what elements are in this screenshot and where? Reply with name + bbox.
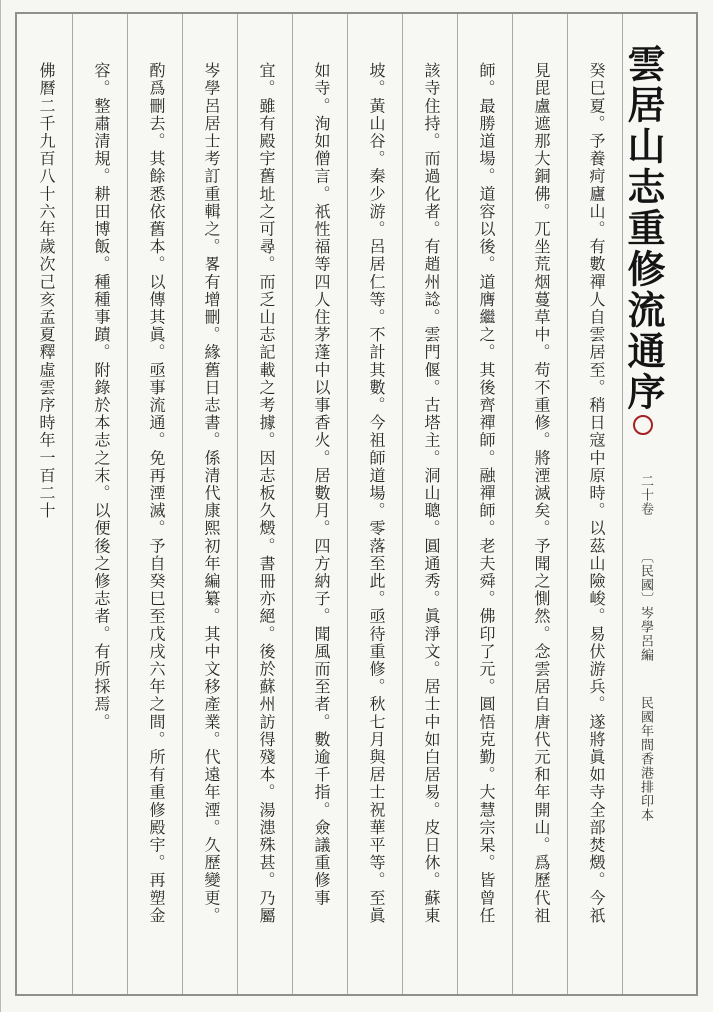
text-column: 容。整肅清規。耕田博飯。種種事蹟。附錄於本志之末。以便後之修志者。有所採焉。 — [92, 62, 111, 731]
volume-count: 二十卷 — [638, 474, 653, 516]
publication-info — [630, 474, 660, 822]
text-column: 該寺住持。而過化者。有趙州諗。雲門偃。古塔主。洞山聰。圓通秀。眞淨文。居士中如白居易。皮日休。蘇東 — [422, 62, 441, 925]
edition: 民國年間香港排印本 — [638, 696, 653, 822]
text-column: 師。最勝道場。道容以後。道膺繼之。其後齊禪師。融禪師。老夫舜。佛印了元。圓悟克勤。大慧宗杲。皆曾任 — [477, 62, 496, 925]
author: 〔民國〕岑學呂編 — [638, 550, 653, 662]
seal-icon — [633, 415, 653, 435]
text-column: 見毘盧遮那大銅佛。兀坐荒烟蔓草中。苟不重修。將湮滅矣。予聞之惻然。念雲居自唐代元和年開山。爲歷代祖 — [532, 62, 551, 925]
text-column: 酌爲刪去。其餘悉依舊本。以傳其眞。亟事流通。免再湮滅。予自癸巳至戊戌六年之間。所有重修殿宇。再塑金 — [147, 62, 166, 925]
document-title: 雲居山志重修流通序 — [608, 44, 678, 435]
signature-column: 佛曆二千九百八十六年歲次己亥孟夏釋虛雲序時年一百二十 — [37, 62, 56, 520]
text-column: 宜。雖有殿宇舊址之可尋。而乏山志記載之考據。因志板久燬。書冊亦絕。後於蘇州訪得殘本。湯漶殊甚。乃屬 — [257, 62, 276, 925]
text-column: 坡。黃山谷。秦少游。呂居仁等。不計其數。今祖師道場。零落至此。亟待重修。秋七月與居士祝華平等。至眞 — [367, 62, 386, 925]
text-column: 如寺。洵如僧言。祇性福等四人住茅蓬中以事香火。居數月。四方納子。聞風而至者。數逾千指。僉議重修事 — [312, 62, 331, 907]
text-frame — [15, 12, 698, 996]
text-column: 岑學呂居士考訂重輯之。畧有增刪。緣舊日志書。係清代康熙初年編纂。其中文移產業。代遠年湮。久歷變更。 — [202, 62, 221, 925]
text-column: 癸巳夏。予養疴廬山。有數禪人自雲居至。稍日寇中原時。以茲山險峻。易伏游兵。遂將眞如寺全部焚燬。今祇 — [587, 62, 606, 925]
